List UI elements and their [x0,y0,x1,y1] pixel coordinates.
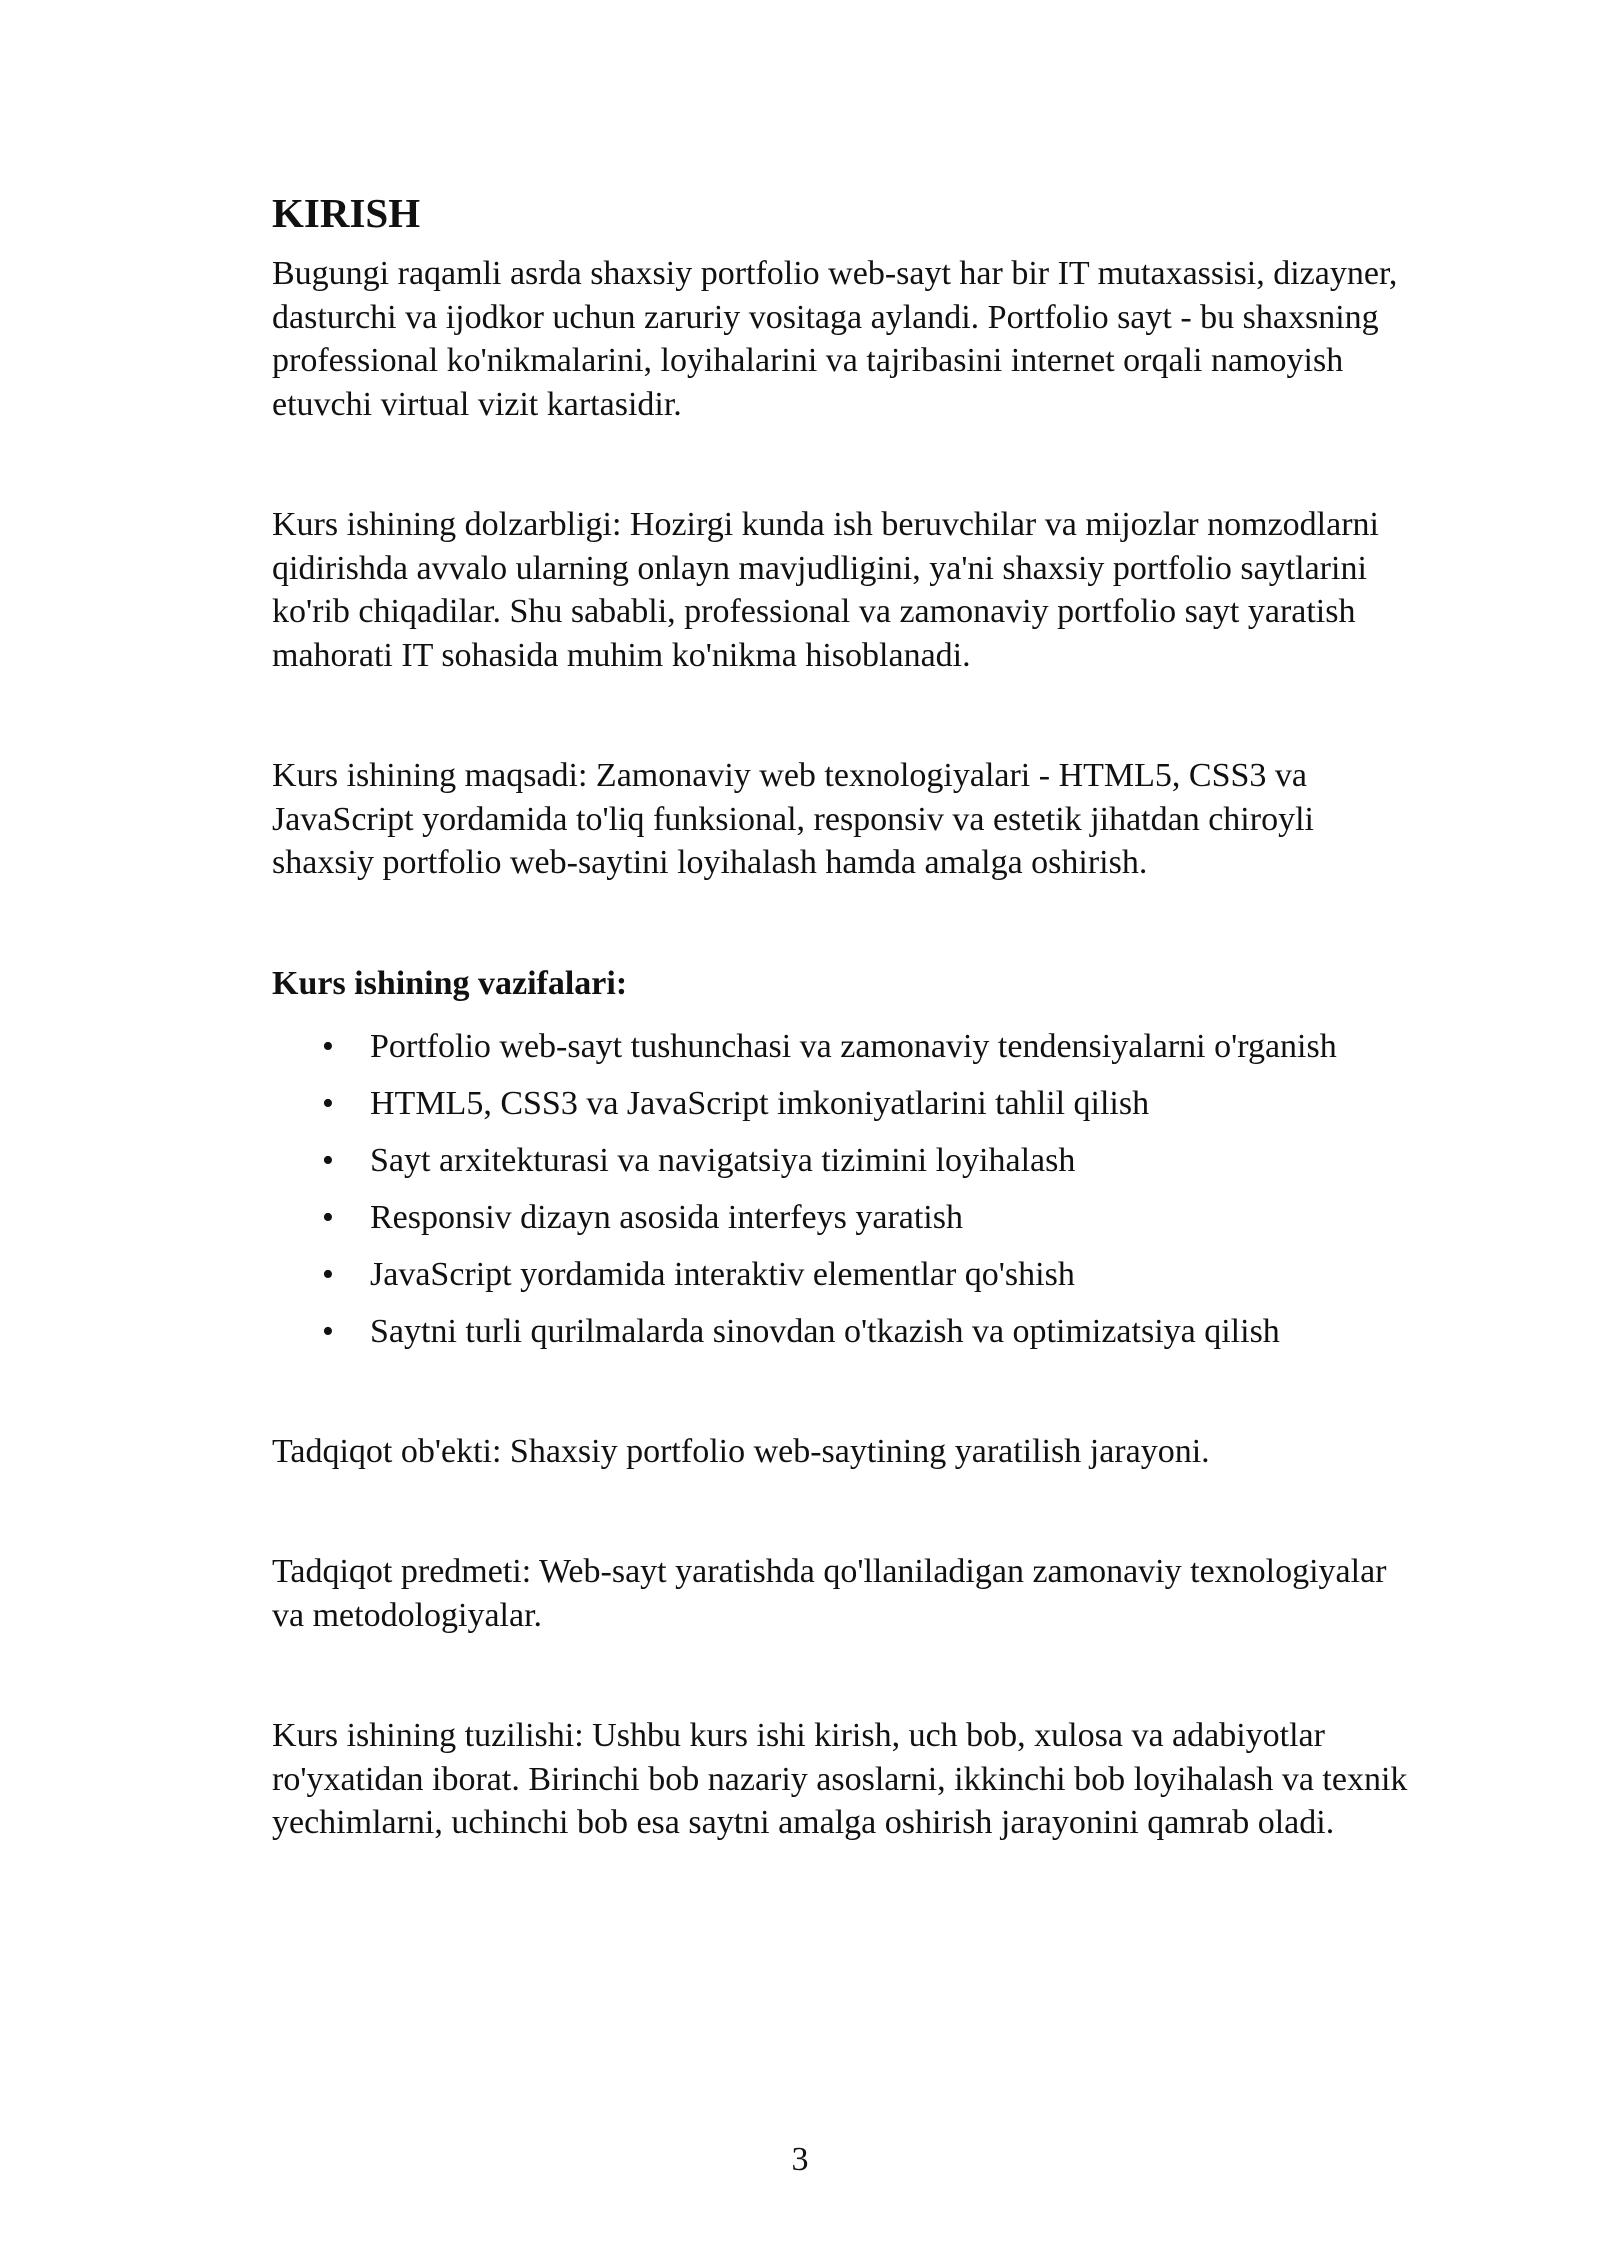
bullet-icon: • [322,1256,334,1293]
list-item [272,1310,1412,1354]
task-text: Responsiv dizayn asosida interfeys yaratish [370,1199,963,1236]
bullet-icon: • [322,1028,334,1065]
task-text: Portfolio web-sayt tushunchasi va zamonaviy tendensiyalarni o'rganish [370,1028,1337,1065]
intro-paragraph: Bugungi raqamli asrda shaxsiy portfolio web-sayt har bir IT mutaxassisi, dizayner, dasturchi va ijodkor uchun zaruriy vositaga aylandi. Portfolio sayt - bu shaxsning professional ko'nikmalarini, loyihalarini va tajribasini internet orqali namoyish etuvchi virtual vizit kartasidir. [272,255,1398,423]
goal-paragraph: Kurs ishining maqsadi: Zamonaviy web texnologiyalari - HTML5, CSS3 va JavaScript yordamida to'liq funksional, responsiv va estetik jihatdan chiroyli shaxsiy portfolio web-saytini loyihalash hamda amalga oshirish. [272,757,1314,881]
document-page [272,190,1412,1845]
structure-paragraph: Kurs ishining tuzilishi: Ushbu kurs ishi kirish, uch bob, xulosa va adabiyotlar ro'yxatidan iborat. Birinchi bob nazariy asoslarni, ikkinchi bob loyihalash va texnik yechimlarni, uchinchi bob esa saytni amalga oshirish jarayonini qamrab oladi. [272,1717,1408,1841]
task-text: Saytni turli qurilmalarda sinovdan o'tkazish va optimizatsiya qilish [370,1313,1280,1350]
bullet-icon: • [322,1313,334,1350]
list-item [272,1082,1412,1126]
page-title: KIRISH [272,190,421,236]
object-paragraph: Tadqiqot ob'ekti: Shaxsiy portfolio web-saytining yaratilish jarayoni. [272,1432,1210,1470]
subject-paragraph: Tadqiqot predmeti: Web-sayt yaratishda qo'llaniladigan zamonaviy texnologiyalar va metodologiyalar. [272,1553,1387,1634]
tasks-heading: Kurs ishining vazifalari: [272,964,628,1002]
relevance-paragraph: Kurs ishining dolzarbligi: Hozirgi kunda ish beruvchilar va mijozlar nomzodlarni qidirishda avvalo ularning onlayn mavjudligini, ya'ni shaxsiy portfolio saytlarini ko'rib chiqadilar. Shu sababli, professional va zamonaviy portfolio sayt yaratish mahorati IT sohasida muhim ko'nikma hisoblanadi. [272,506,1379,674]
task-text: JavaScript yordamida interaktiv elementlar qo'shish [370,1256,1075,1293]
bullet-icon: • [322,1199,334,1236]
task-text: Sayt arxitekturasi va navigatsiya tizimini loyihalash [370,1142,1076,1179]
bullet-icon: • [322,1085,334,1122]
list-item [272,1139,1412,1183]
list-item [272,1025,1412,1069]
task-text: HTML5, CSS3 va JavaScript imkoniyatlarini tahlil qilish [370,1085,1150,1122]
bullet-icon: • [322,1142,334,1179]
tasks-list [272,1025,1412,1354]
list-item [272,1196,1412,1240]
page-number: 3 [791,2141,809,2178]
list-item [272,1253,1412,1297]
